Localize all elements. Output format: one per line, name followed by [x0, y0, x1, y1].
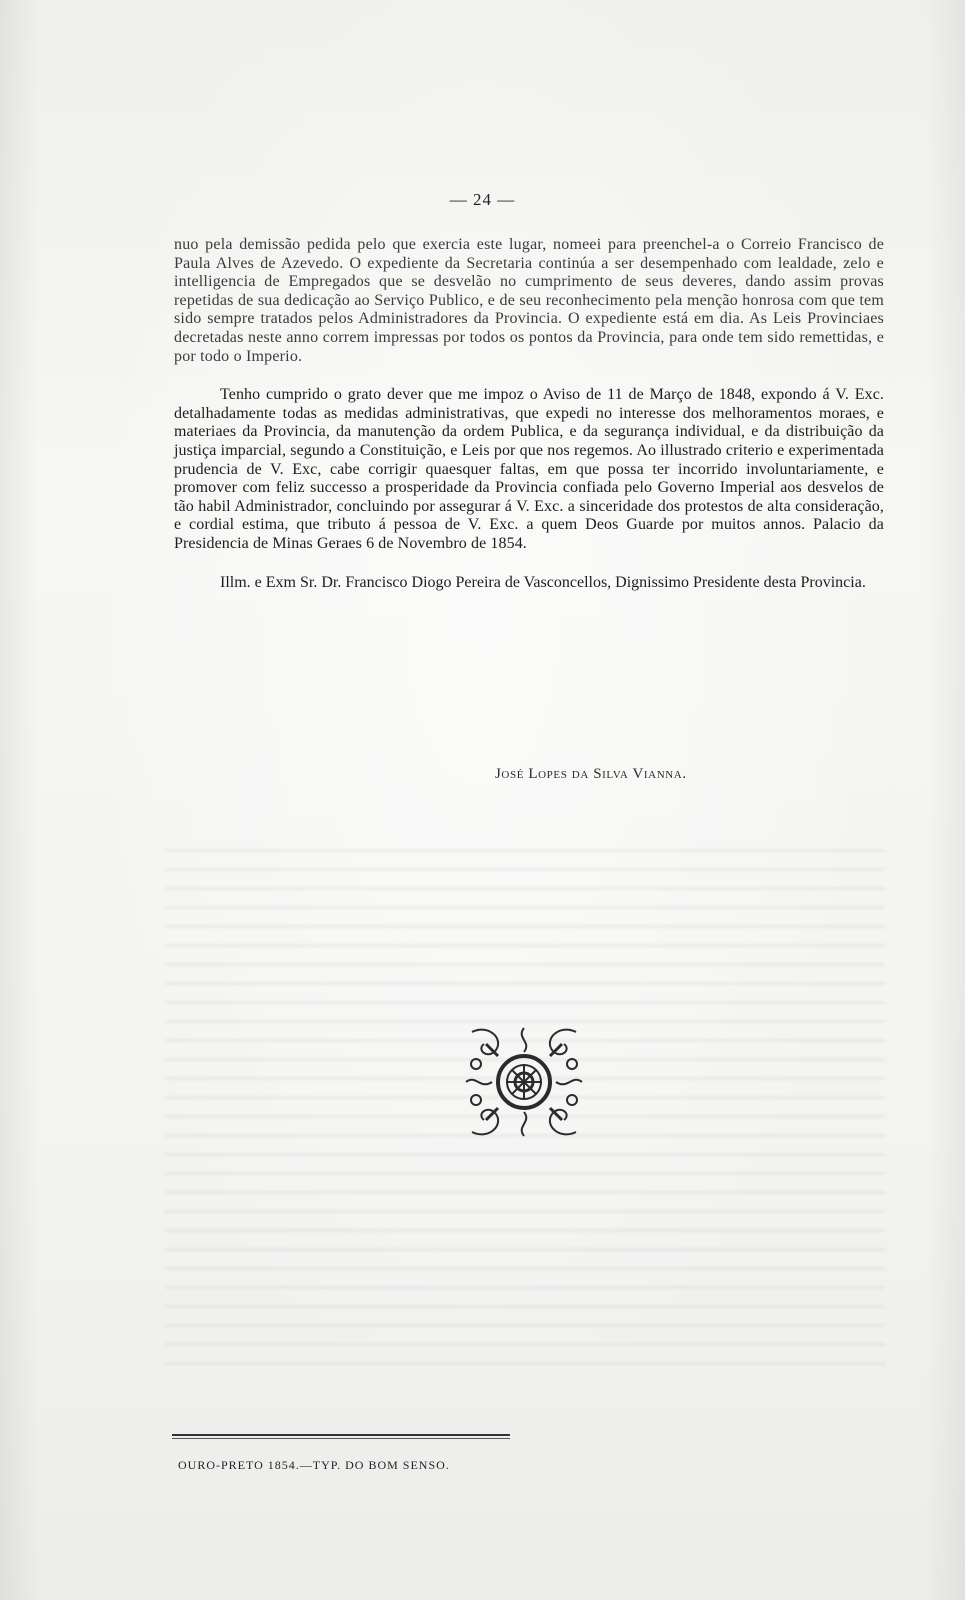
footer-rule-thin — [172, 1438, 510, 1439]
printer-imprint: OURO-PRETO 1854.—TYP. DO BOM SENSO. — [178, 1458, 450, 1472]
body-text — [174, 236, 884, 592]
printer-ornament-icon — [458, 1018, 590, 1146]
signature: José Lopes da Silva Vianna. — [495, 766, 687, 782]
paragraph-continuation: nuo pela demissão pedida pelo que exercia este lugar, nomeei para preenchel-a o Correio Francisco de Paula Alves de Azevedo. O expediente da Secretaria continúa a ser desempenhado com lealdade, zelo e intelligencia de Empregados que se desvelão no cumprimento de seus deveres, dando assim provas repetidas de sua dedicação ao Serviço Publico, e de seu reconhecimento pela menção honrosa com que tem sido sempre tratados pelos Administradores da Provincia. O expediente está em dia. As Leis Provinciaes decretadas neste anno correm impressas por todos os pontos da Provincia, para onde tem sido remettidas, e por todo o Imperio. — [174, 236, 884, 365]
footer-rule — [172, 1434, 510, 1436]
paragraph-addressee: Illm. e Exm Sr. Dr. Francisco Diogo Pereira de Vasconcellos, Dignissimo Presidente desta Provincia. — [220, 573, 866, 591]
page-edge-shadow-right — [925, 0, 965, 1600]
page-number: — 24 — — [449, 190, 516, 209]
paragraph-conclusion: Tenho cumprido o grato dever que me impoz o Aviso de 11 de Março de 1848, expondo á V. Exc. detalhadamente todas as medidas administrativas, que expedi no interesse dos melhoramentos moraes, e materiaes da Provincia, da manutenção da ordem Publica, e da segurança individual, e da distribuição da justiça imparcial, segundo a Constituição, e Leis por que nos regemos. Ao illustrado criterio e experimentada prudencia de V. Exc, cabe corrigir quaesquer faltas, em que possa ter incorrido involuntariamente, e promover com feliz successo a prosperidade da Provincia confiada pelo Governo Imperial aos desvelos de tão habil Administrador, concluindo por assegurar á V. Exc. a sinceridade dos protestos de alta consideração, e cordial estima, que tributo á pessoa de V. Exc. a quem Deos Guarde por muitos annos. Palacio da Presidencia de Minas Geraes 6 de Novembro de 1854. — [174, 386, 884, 552]
page-edge-shadow-left — [0, 0, 40, 1600]
